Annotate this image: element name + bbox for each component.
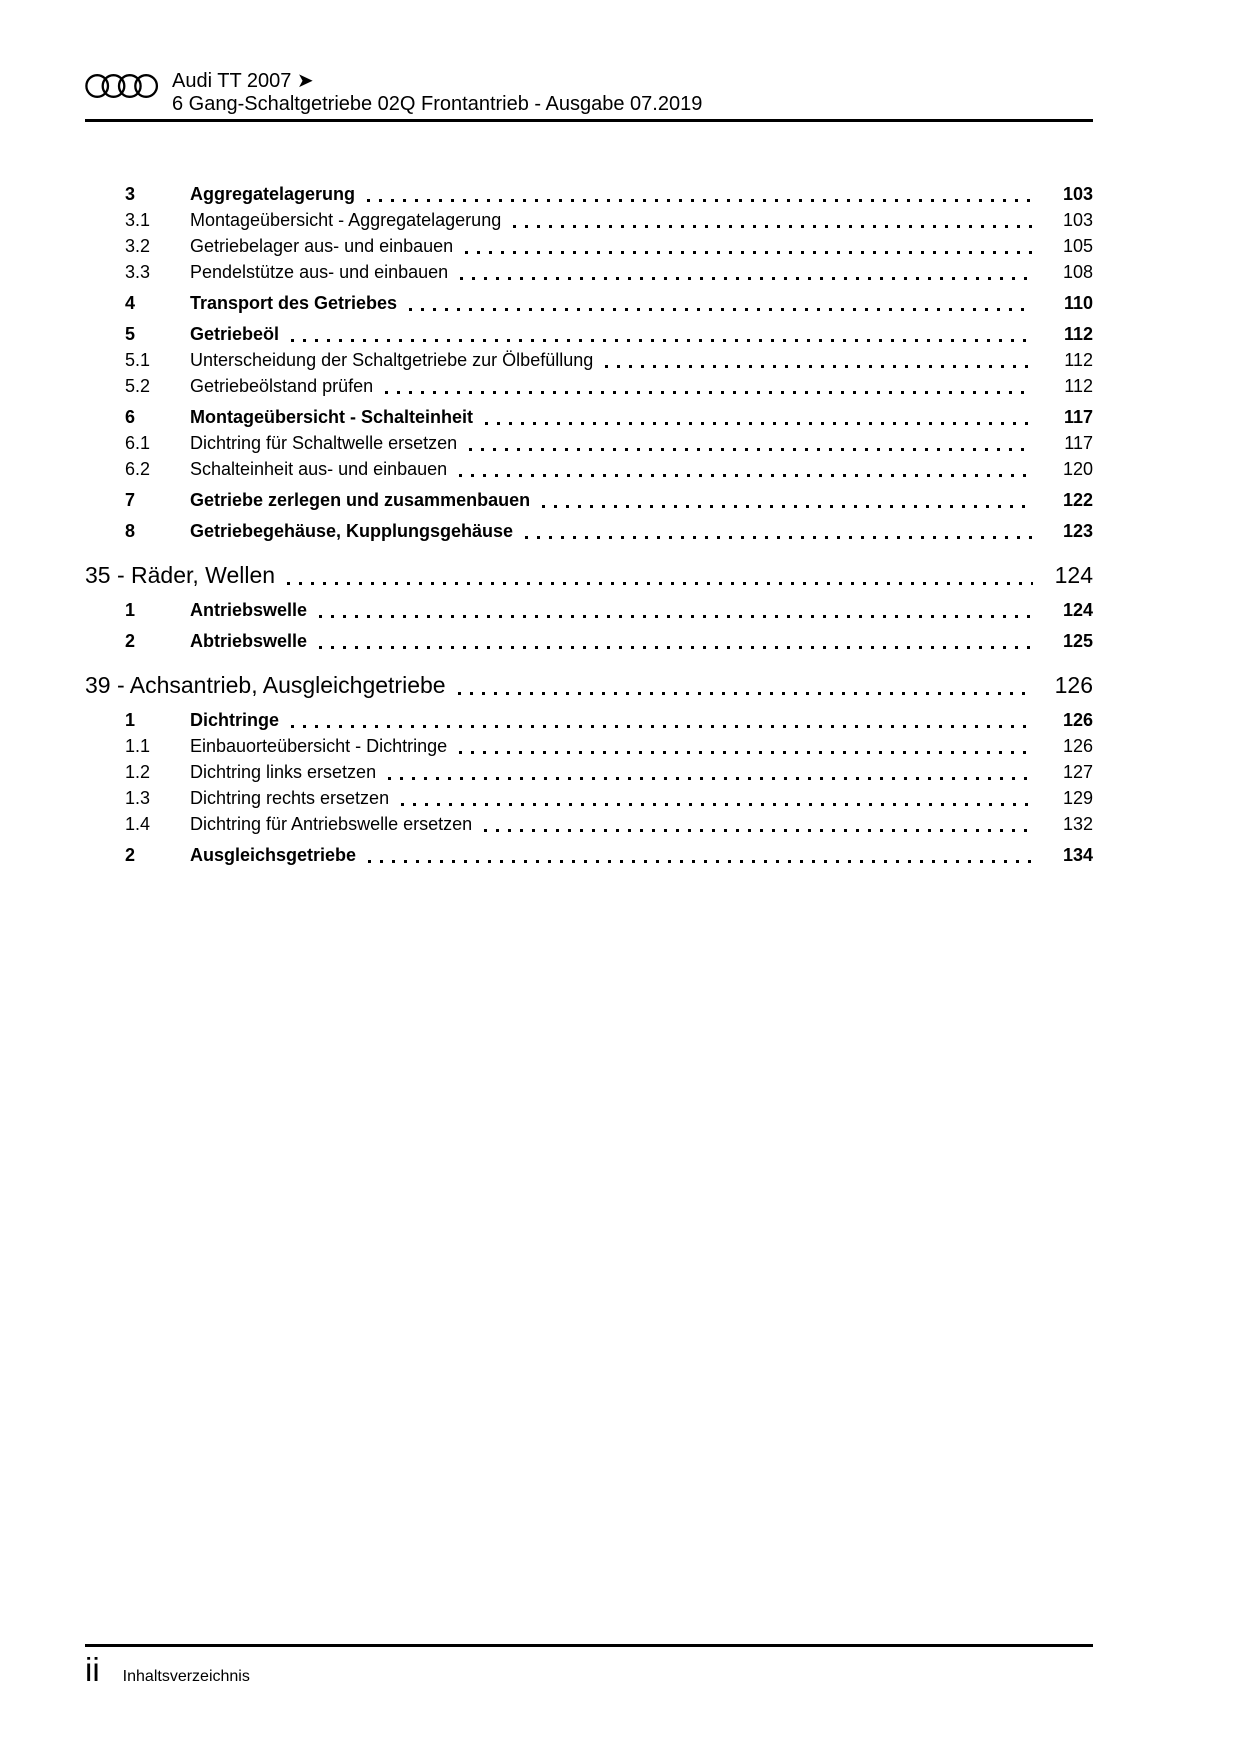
toc-entry — [85, 558, 1093, 592]
toc-entry-title: Getriebegehäuse, Kupplungsgehäuse — [190, 521, 514, 541]
toc-entry — [85, 842, 1093, 868]
toc-entry-number: 7 — [125, 490, 136, 510]
toc-entry — [85, 707, 1093, 733]
toc-entry-number: 6 — [125, 407, 136, 427]
dot-leader — [291, 725, 1033, 728]
toc-entry-page: 122 — [1062, 490, 1093, 510]
toc-entry — [85, 487, 1093, 513]
toc-entry-page: 117 — [1063, 407, 1093, 427]
toc-entry-page: 126 — [1054, 672, 1093, 698]
toc-entry — [85, 259, 1093, 285]
toc-entry-page: 124 — [1062, 600, 1093, 620]
toc-entry-title: Getriebe zerlegen und zusammenbauen — [190, 490, 531, 510]
toc-entry-page: 123 — [1062, 521, 1093, 541]
toc-entry-page: 110 — [1063, 293, 1093, 313]
toc-entry-page: 108 — [1062, 262, 1093, 282]
dot-leader — [459, 751, 1033, 754]
toc-entry-page: 103 — [1062, 184, 1093, 204]
toc-entry-title: Dichtring für Schaltwelle ersetzen — [190, 433, 458, 453]
toc-entry-page: 112 — [1064, 376, 1093, 396]
toc-entry-number: 1 — [125, 600, 136, 620]
toc-entry-page: 126 — [1062, 736, 1093, 756]
toc-entry-page: 125 — [1062, 631, 1093, 651]
toc-entry-number: 5.1 — [125, 350, 151, 370]
dot-leader — [605, 365, 1033, 368]
dot-leader — [287, 582, 1033, 585]
toc-entry-page: 132 — [1062, 814, 1093, 834]
dot-leader — [368, 860, 1033, 863]
dot-leader — [525, 536, 1033, 539]
toc-entry-number: 6.1 — [125, 433, 151, 453]
toc-entry-title: Pendelstütze aus- und einbauen — [190, 262, 449, 282]
dot-leader — [460, 277, 1033, 280]
toc-entry-number: 1.3 — [125, 788, 151, 808]
toc-entry — [85, 373, 1093, 399]
dot-leader — [484, 829, 1033, 832]
toc-entry-number: 1.1 — [125, 736, 151, 756]
toc-entry — [85, 785, 1093, 811]
toc-entry-page: 112 — [1064, 350, 1093, 370]
toc-entry — [85, 759, 1093, 785]
toc-entry-number: 3.2 — [125, 236, 151, 256]
toc-entry — [85, 597, 1093, 623]
dot-leader — [388, 777, 1033, 780]
toc-entry-title: Aggregatelagerung — [190, 184, 356, 204]
dot-leader — [409, 308, 1033, 311]
footer-section-label: Inhaltsverzeichnis — [122, 1668, 250, 1685]
toc-entry-title: Schalteinheit aus- und einbauen — [190, 459, 448, 479]
toc-entry-page: 124 — [1054, 562, 1093, 588]
toc-entry — [85, 811, 1093, 837]
toc-entry-title: Montageübersicht - Schalteinheit — [190, 407, 474, 427]
toc-entry-title: Transport des Getriebes — [190, 293, 398, 313]
dot-leader — [485, 422, 1033, 425]
dot-leader — [291, 339, 1033, 342]
toc-entry-number: 5 — [125, 324, 136, 344]
toc-entry-title: Antriebswelle — [190, 600, 308, 620]
toc-entry-number: 3.3 — [125, 262, 151, 282]
toc-entry-number: 1 — [125, 710, 136, 730]
toc-entry-title: Dichtringe — [190, 710, 280, 730]
dot-leader — [367, 199, 1033, 202]
dot-leader — [458, 692, 1033, 695]
toc-entry-title: Getriebeöl — [190, 324, 280, 344]
toc-entry-number: 1.2 — [125, 762, 151, 782]
toc-entry-page: 129 — [1062, 788, 1093, 808]
toc-entry-title: Getriebeölstand prüfen — [190, 376, 374, 396]
toc-entry-page: 112 — [1063, 324, 1093, 344]
toc-entry — [85, 668, 1093, 702]
toc-entry-page: 126 — [1062, 710, 1093, 730]
toc-entry-number: 2 — [125, 845, 136, 865]
toc-entry-title: Dichtring links ersetzen — [190, 762, 377, 782]
toc-entry-page: 105 — [1062, 236, 1093, 256]
toc-entry-title: Abtriebswelle — [190, 631, 308, 651]
toc-entry — [85, 181, 1093, 207]
toc-list — [85, 176, 1093, 868]
toc-entry-title: Ausgleichsgetriebe — [190, 845, 357, 865]
toc-entry-page: 117 — [1064, 433, 1093, 453]
toc-entry — [85, 290, 1093, 316]
toc-entry-number: 1.4 — [125, 814, 151, 834]
dot-leader — [469, 448, 1033, 451]
toc-entry — [85, 207, 1093, 233]
toc-entry-page: 103 — [1062, 210, 1093, 230]
dot-leader — [385, 391, 1033, 394]
toc-entry — [85, 628, 1093, 654]
footer-divider — [85, 1644, 1093, 1647]
toc-entry-title: Dichtring für Antriebswelle ersetzen — [190, 814, 473, 834]
toc-entry-page: 127 — [1062, 762, 1093, 782]
header-title-line2: 6 Gang-Schaltgetriebe 02Q Frontantrieb - Ausgabe 07.2019 — [172, 93, 703, 115]
toc-entry-number: 5.2 — [125, 376, 151, 396]
toc-entry — [85, 347, 1093, 373]
dot-leader — [319, 646, 1033, 649]
toc-entry-page: 120 — [1062, 459, 1093, 479]
toc-entry — [85, 233, 1093, 259]
toc-entry-title: Unterscheidung der Schaltgetriebe zur Ölbefüllung — [190, 350, 594, 370]
toc-entry-title: Montageübersicht - Aggregatelagerung — [190, 210, 502, 230]
toc-entry-number: 4 — [125, 293, 136, 313]
dot-leader — [513, 225, 1033, 228]
page-header — [85, 70, 1093, 116]
dot-leader — [401, 803, 1033, 806]
toc-entry-number: 2 — [125, 631, 136, 651]
toc-entry-number: 3 — [125, 184, 136, 204]
header-divider — [85, 119, 1093, 122]
dot-leader — [459, 474, 1033, 477]
toc-entry — [85, 321, 1093, 347]
toc-entry-title: 35 - Räder, Wellen — [85, 562, 276, 588]
toc-entry-number: 3.1 — [125, 210, 151, 230]
toc-entry-title: Einbauorteübersicht - Dichtringe — [190, 736, 448, 756]
toc-entry — [85, 456, 1093, 482]
toc-entry-title: Getriebelager aus- und einbauen — [190, 236, 454, 256]
toc-entry — [85, 733, 1093, 759]
header-title-block — [172, 70, 702, 116]
toc-entry-title: 39 - Achsantrieb, Ausgleichgetriebe — [85, 672, 446, 698]
toc-entry-page: 134 — [1062, 845, 1093, 865]
footer-page-number: ii — [85, 1651, 100, 1688]
toc-entry — [85, 404, 1093, 430]
toc-entry-number: 8 — [125, 521, 136, 541]
toc-entry — [85, 430, 1093, 456]
header-title-line1: Audi TT 2007 ➤ — [172, 70, 314, 92]
dot-leader — [319, 615, 1033, 618]
dot-leader — [465, 251, 1033, 254]
toc-entry-number: 6.2 — [125, 459, 151, 479]
toc-entry-title: Dichtring rechts ersetzen — [190, 788, 390, 808]
page-footer — [85, 1644, 1093, 1687]
dot-leader — [542, 505, 1033, 508]
audi-rings-icon — [85, 72, 159, 100]
toc-entry — [85, 518, 1093, 544]
